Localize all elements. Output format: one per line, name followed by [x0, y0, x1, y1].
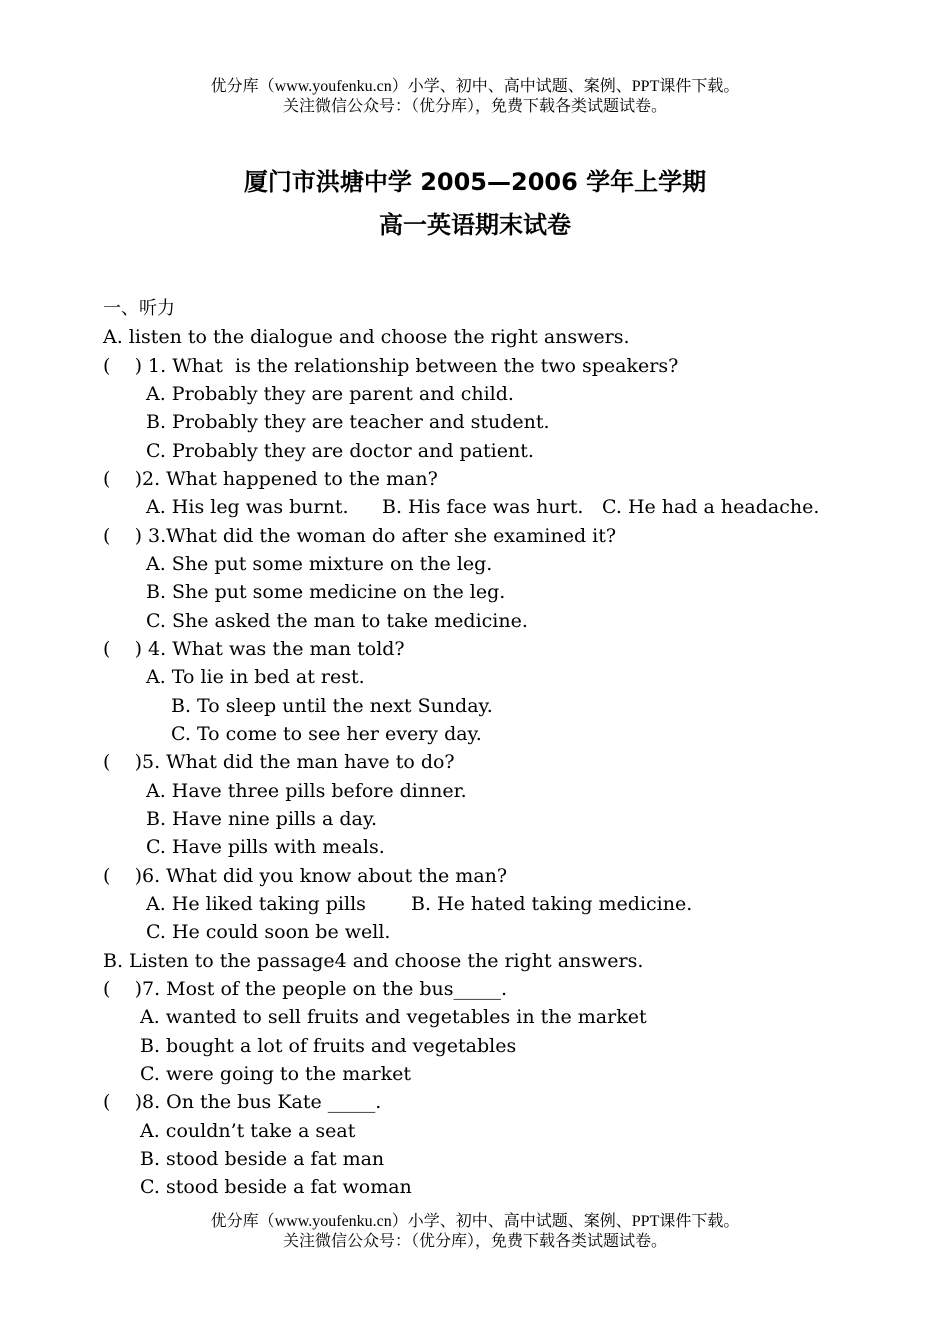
- question-2-option-a: A. His leg was burnt.: [146, 496, 349, 518]
- question-2-option-c: C. He had a headache.: [602, 496, 820, 518]
- question-5-option-b: B. Have nine pills a day.: [146, 808, 378, 830]
- question-1-option-c: C. Probably they are doctor and patient.: [146, 440, 534, 462]
- question-3-stem: ( ) 3.What did the woman do after she examined it?: [103, 525, 617, 547]
- question-4-option-b: B. To sleep until the next Sunday.: [171, 695, 493, 717]
- question-7-stem: ( )7. Most of the people on the bus_____.: [103, 978, 508, 1000]
- question-8-stem: ( )8. On the bus Kate _____.: [103, 1091, 382, 1113]
- question-6-option-a: A. He liked taking pills: [146, 893, 366, 915]
- question-3-option-b: B. She put some medicine on the leg.: [146, 581, 506, 603]
- question-8-option-c: C. stood beside a fat woman: [140, 1176, 412, 1198]
- question-5-option-c: C. Have pills with meals.: [146, 836, 385, 858]
- part-b-instruction: B. Listen to the passage4 and choose the right answers.: [103, 950, 644, 972]
- question-4-stem: ( ) 4. What was the man told?: [103, 638, 405, 660]
- question-1-option-a: A. Probably they are parent and child.: [146, 383, 514, 405]
- question-6-options: [146, 890, 692, 918]
- question-2-stem: ( )2. What happened to the man?: [103, 468, 438, 490]
- title-line-1: 厦门市洪塘中学 2005—2006 学年上学期: [243, 168, 707, 196]
- question-7-option-b: B. bought a lot of fruits and vegetables: [140, 1035, 517, 1057]
- question-8-option-b: B. stood beside a fat man: [140, 1148, 385, 1170]
- footer-line-2: 关注微信公众号：（优分库），免费下载各类试题试卷。: [282, 1233, 667, 1250]
- question-1-option-b: B. Probably they are teacher and student.: [146, 411, 550, 433]
- question-7-option-c: C. were going to the market: [140, 1063, 412, 1085]
- question-4-option-c: C. To come to see her every day.: [171, 723, 482, 745]
- question-1-stem: ( ) 1. What is the relationship between the two speakers?: [103, 355, 679, 377]
- question-8-option-a: A. couldn’t take a seat: [140, 1120, 356, 1142]
- question-6-option-b: B. He hated taking medicine.: [411, 893, 693, 915]
- question-3-option-c: C. She asked the man to take medicine.: [146, 610, 528, 632]
- section-heading-listening: 一、听力: [103, 298, 175, 319]
- question-5-stem: ( )5. What did the man have to do?: [103, 751, 455, 773]
- question-6-stem: ( )6. What did you know about the man?: [103, 865, 508, 887]
- question-2-option-b: B. His face was hurt.: [382, 496, 584, 518]
- question-7-option-a: A. wanted to sell fruits and vegetables in the market: [140, 1006, 647, 1028]
- question-6-option-c: C. He could soon be well.: [146, 921, 391, 943]
- question-4-option-a: A. To lie in bed at rest.: [146, 666, 365, 688]
- question-2-options: [146, 493, 819, 521]
- header-line-1: 优分库（www.youfenku.cn）小学、初中、高中试题、案例、PPT课件下载。: [210, 78, 740, 95]
- question-3-option-a: A. She put some mixture on the leg.: [146, 553, 493, 575]
- header-line-2: 关注微信公众号：（优分库），免费下载各类试题试卷。: [282, 98, 667, 115]
- part-a-instruction: A. listen to the dialogue and choose the right answers.: [103, 326, 630, 348]
- question-5-option-a: A. Have three pills before dinner.: [146, 780, 467, 802]
- footer-line-1: 优分库（www.youfenku.cn）小学、初中、高中试题、案例、PPT课件下载。: [210, 1213, 740, 1230]
- title-line-2: 高一英语期末试卷: [379, 211, 571, 239]
